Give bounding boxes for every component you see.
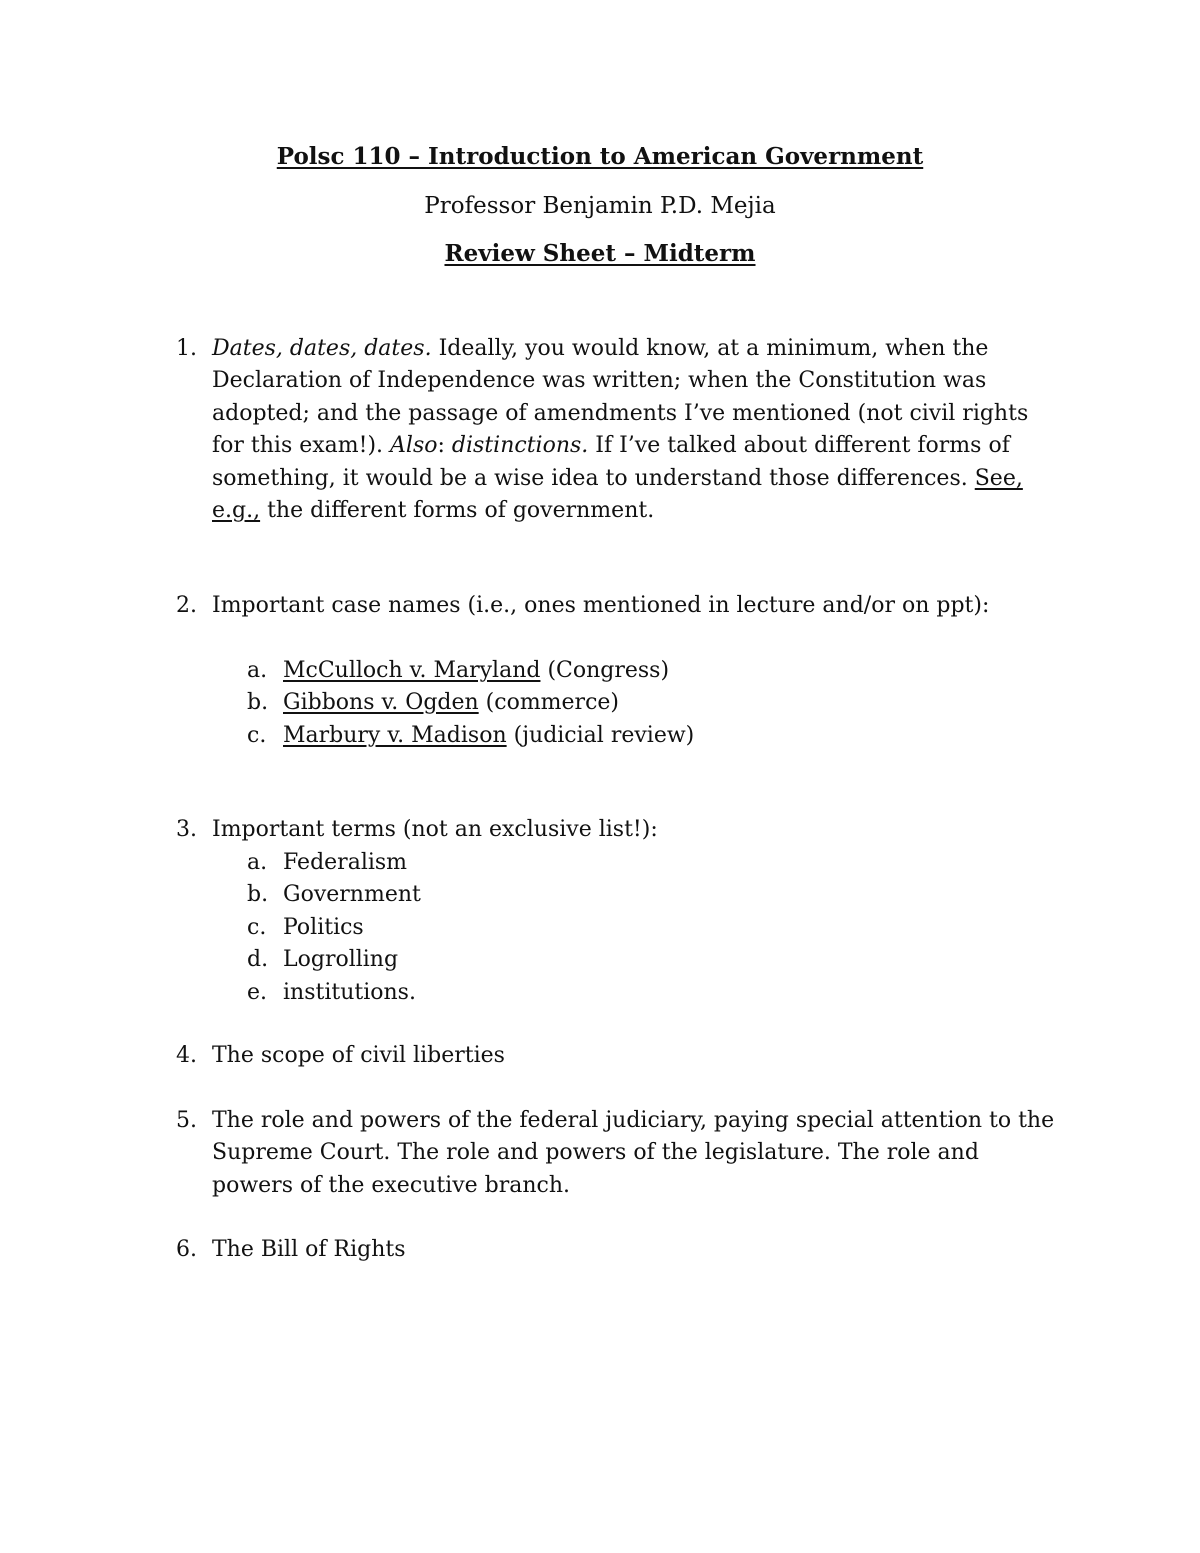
item-number: 4.: [176, 1043, 197, 1068]
sub-item-letter: b.: [247, 882, 269, 907]
distinctions-emphasis: distinctions.: [451, 433, 589, 459]
case-name: Gibbons v. Ogden: [283, 690, 479, 715]
case-item: [283, 655, 669, 687]
case-note: (Congress): [540, 658, 670, 683]
sub-item-letter: a.: [247, 850, 268, 875]
sheet-title: Review Sheet – Midterm: [444, 240, 756, 267]
item-text-part: the different forms of government.: [260, 498, 655, 524]
sub-item-letter: c.: [247, 915, 267, 940]
sub-item-letter: e.: [247, 980, 268, 1005]
case-name: Marbury v. Madison: [283, 723, 507, 748]
term-item: Government: [283, 882, 421, 907]
item-number: 5.: [176, 1108, 197, 1133]
case-item: [283, 720, 694, 752]
term-item: institutions.: [283, 980, 416, 1005]
item-text: Important case names (i.e., ones mentioned in lecture and/or on ppt):: [212, 593, 990, 618]
item-text: Important terms (not an exclusive list!):: [212, 817, 658, 842]
sub-item-letter: d.: [247, 947, 269, 972]
see-eg-underlined: See, e.g.,: [212, 465, 1023, 524]
item-number: 3.: [176, 817, 197, 842]
item-number: 6.: [176, 1237, 197, 1262]
item-text: [212, 333, 1062, 527]
sub-item-letter: c.: [247, 723, 267, 748]
course-title: Polsc 110 – Introduction to American Government: [276, 143, 924, 170]
sub-item-letter: b.: [247, 690, 269, 715]
also-emphasis: Also: [390, 433, 438, 459]
case-name: McCulloch v. Maryland: [283, 658, 541, 683]
item-text-part: Ideally, you would know, at a minimum, when the Declaration of Independence was written; when the Constitution was adopted; and the passage of amendments I’ve mentioned (not civil rights for this exam!).: [212, 336, 1029, 459]
term-item: Politics: [283, 915, 364, 940]
term-item: Federalism: [283, 850, 408, 875]
case-item: [283, 687, 619, 719]
case-note: (judicial review): [506, 723, 695, 748]
dates-emphasis: Dates, dates, dates.: [212, 336, 432, 361]
item-text: The scope of civil liberties: [212, 1043, 505, 1068]
case-note: (commerce): [478, 690, 619, 715]
item-text: The role and powers of the federal judiciary, paying special attention to the Supreme Court. The role and powers of the legislature. The role and powers of the executive branch.: [212, 1108, 1055, 1198]
item-text: The Bill of Rights: [212, 1237, 406, 1262]
sub-item-letter: a.: [247, 658, 268, 683]
term-item: Logrolling: [283, 947, 399, 972]
item-number: 1.: [176, 336, 197, 361]
item-text-part: If I’ve talked about different forms of something, it would be a wise idea to understand those differences.: [212, 433, 1010, 491]
professor-name: Professor Benjamin P.D. Mejia: [424, 193, 776, 219]
item-number: 2.: [176, 593, 197, 618]
item-text-part: :: [437, 433, 452, 459]
